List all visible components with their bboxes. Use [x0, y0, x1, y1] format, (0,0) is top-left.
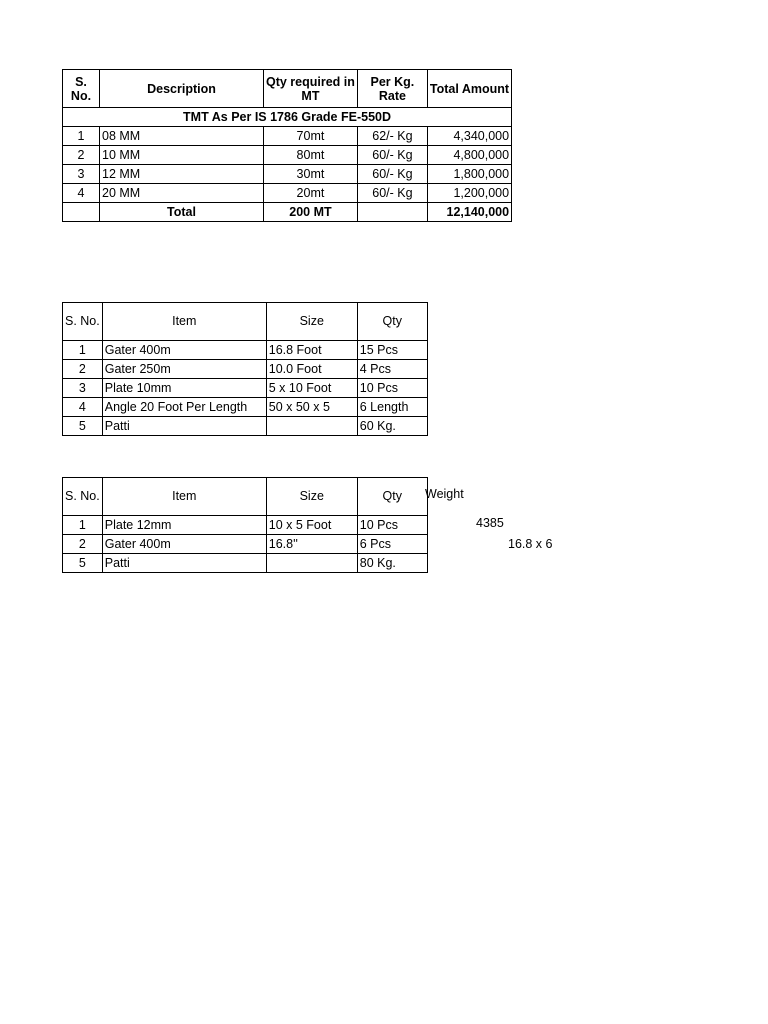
weight-value: 16.8 x 6 — [508, 537, 553, 551]
cell-size — [266, 417, 357, 436]
cell-sno: 5 — [63, 417, 103, 436]
header-item: Item — [102, 303, 266, 341]
cell-qty: 6 Pcs — [357, 535, 427, 554]
cell-size: 50 x 50 x 5 — [266, 398, 357, 417]
table-header-row — [63, 303, 428, 341]
cell-sno: 3 — [63, 165, 100, 184]
cell-sno: 4 — [63, 184, 100, 203]
table-row — [63, 379, 428, 398]
table-row — [63, 417, 428, 436]
cell-description: 20 MM — [100, 184, 264, 203]
table-row — [63, 535, 428, 554]
total-label: Total — [100, 203, 264, 222]
table-row — [63, 516, 428, 535]
header-description: Description — [100, 70, 264, 108]
cell-qty: 30mt — [264, 165, 358, 184]
header-qty: Qty required in MT — [264, 70, 358, 108]
cell-qty: 4 Pcs — [357, 360, 427, 379]
cell-sno: 2 — [63, 360, 103, 379]
header-sno: S. No. — [63, 478, 103, 516]
header-total-amount: Total Amount — [427, 70, 511, 108]
cell-rate: 62/- Kg — [357, 127, 427, 146]
cell-item: Gater 400m — [102, 535, 266, 554]
header-qty: Qty — [357, 303, 427, 341]
cell-description: 12 MM — [100, 165, 264, 184]
cell-rate: 60/- Kg — [357, 146, 427, 165]
section-title: TMT As Per IS 1786 Grade FE-550D — [63, 108, 512, 127]
cell-qty: 70mt — [264, 127, 358, 146]
cell-item: Angle 20 Foot Per Length — [102, 398, 266, 417]
cell-sno: 1 — [63, 516, 103, 535]
table-row — [63, 165, 512, 184]
tmt-table — [62, 69, 512, 222]
items-table — [62, 302, 428, 436]
cell-description: 10 MM — [100, 146, 264, 165]
cell-sno: 4 — [63, 398, 103, 417]
cell-size: 16.8'' — [266, 535, 357, 554]
table-header-row — [63, 478, 428, 516]
cell-qty: 6 Length — [357, 398, 427, 417]
cell-amount: 1,200,000 — [427, 184, 511, 203]
weight-value: 4385 — [476, 516, 504, 530]
cell-item: Gater 250m — [102, 360, 266, 379]
header-rate: Per Kg. Rate — [357, 70, 427, 108]
header-sno: S. No. — [63, 303, 103, 341]
cell-size — [266, 554, 357, 573]
cell-amount: 1,800,000 — [427, 165, 511, 184]
cell-rate: 60/- Kg — [357, 165, 427, 184]
total-amount: 12,140,000 — [427, 203, 511, 222]
cell-amount: 4,340,000 — [427, 127, 511, 146]
cell-sno: 5 — [63, 554, 103, 573]
header-size: Size — [266, 303, 357, 341]
cell-item: Patti — [102, 417, 266, 436]
cell-qty: 80 Kg. — [357, 554, 427, 573]
cell-sno: 3 — [63, 379, 103, 398]
cell-item: Plate 12mm — [102, 516, 266, 535]
header-item: Item — [102, 478, 266, 516]
total-row — [63, 203, 512, 222]
cell-qty: 10 Pcs — [357, 516, 427, 535]
items-table-2 — [62, 477, 428, 573]
cell-item: Patti — [102, 554, 266, 573]
cell-qty: 20mt — [264, 184, 358, 203]
cell-sno: 1 — [63, 127, 100, 146]
cell-item: Plate 10mm — [102, 379, 266, 398]
cell-amount: 4,800,000 — [427, 146, 511, 165]
cell-description: 08 MM — [100, 127, 264, 146]
cell-sno: 2 — [63, 146, 100, 165]
weight-label: Weight — [425, 487, 464, 501]
header-sno: S. No. — [63, 70, 100, 108]
cell-qty: 80mt — [264, 146, 358, 165]
cell-qty: 60 Kg. — [357, 417, 427, 436]
cell-empty — [63, 203, 100, 222]
cell-empty — [357, 203, 427, 222]
table-row — [63, 127, 512, 146]
table-header-row — [63, 70, 512, 108]
cell-size: 10 x 5 Foot — [266, 516, 357, 535]
table-row — [63, 360, 428, 379]
table-row — [63, 554, 428, 573]
cell-size: 10.0 Foot — [266, 360, 357, 379]
cell-qty: 15 Pcs — [357, 341, 427, 360]
cell-item: Gater 400m — [102, 341, 266, 360]
total-qty: 200 MT — [264, 203, 358, 222]
cell-sno: 1 — [63, 341, 103, 360]
header-size: Size — [266, 478, 357, 516]
table-row — [63, 184, 512, 203]
cell-size: 16.8 Foot — [266, 341, 357, 360]
table-row — [63, 341, 428, 360]
header-qty: Qty — [357, 478, 427, 516]
section-title-row — [63, 108, 512, 127]
cell-qty: 10 Pcs — [357, 379, 427, 398]
table-row — [63, 146, 512, 165]
cell-size: 5 x 10 Foot — [266, 379, 357, 398]
table-row — [63, 398, 428, 417]
cell-rate: 60/- Kg — [357, 184, 427, 203]
cell-sno: 2 — [63, 535, 103, 554]
